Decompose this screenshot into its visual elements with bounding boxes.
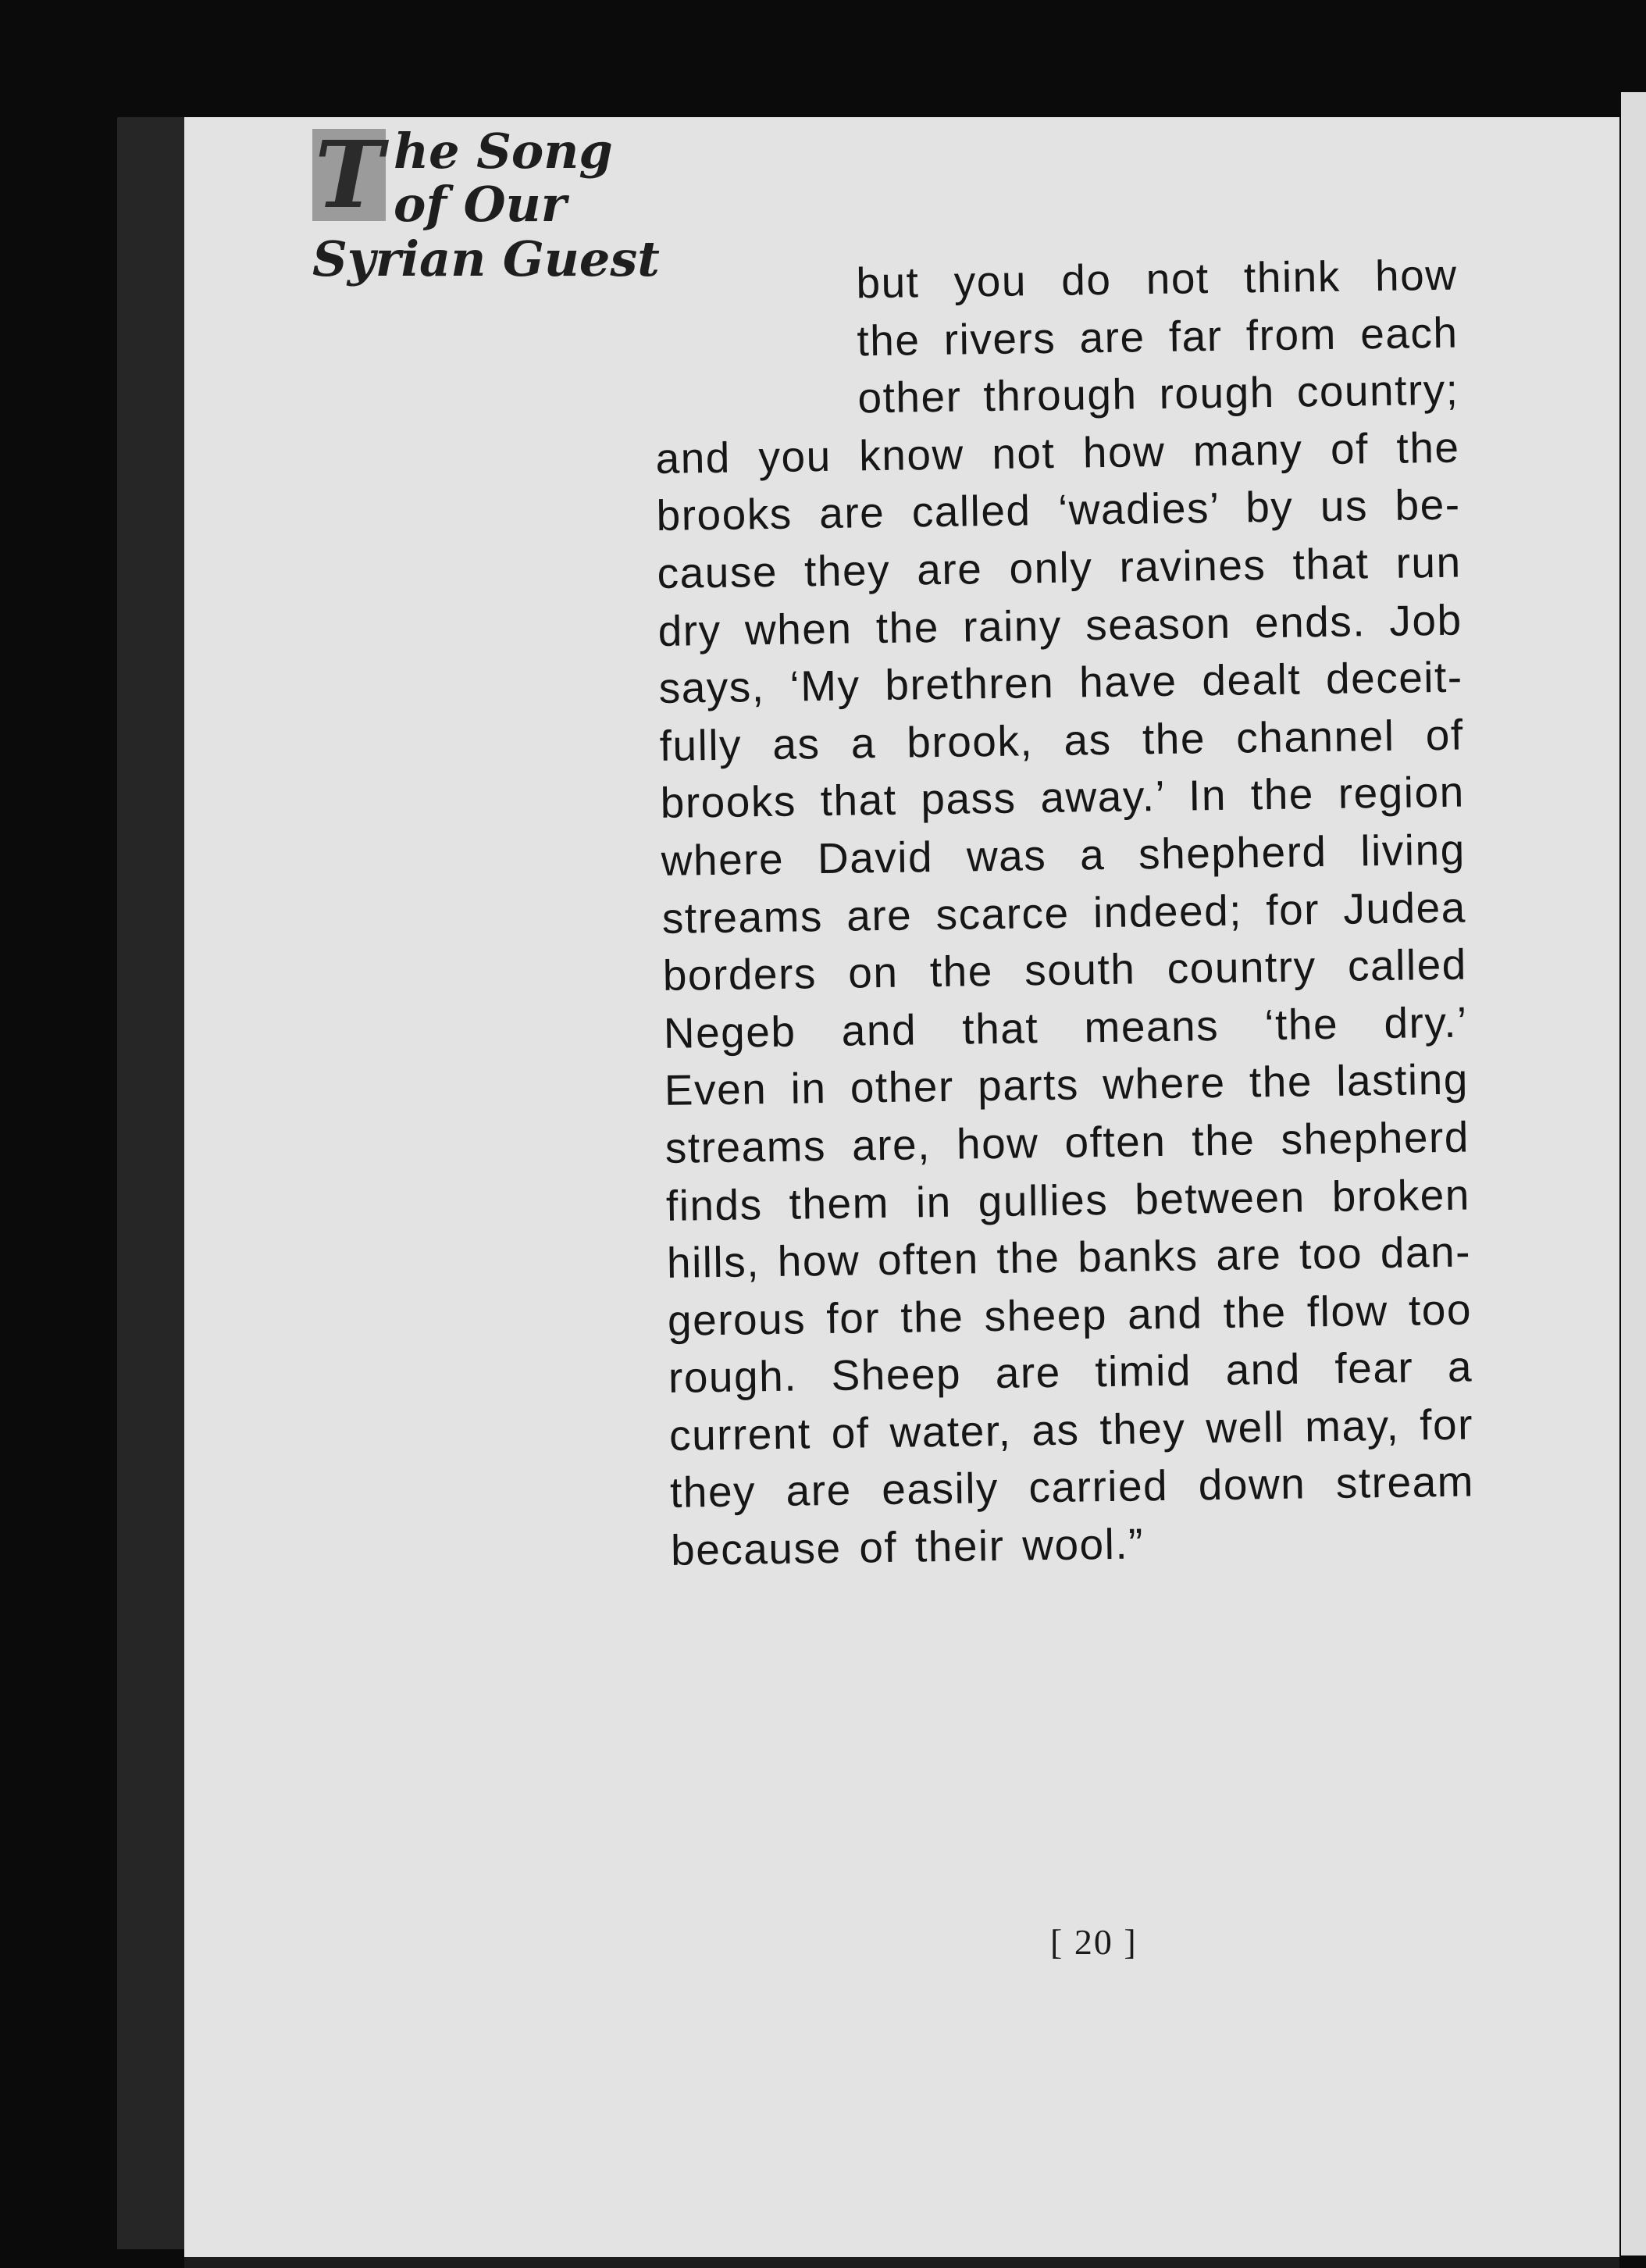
text-line: brooks that pass away.’ In the region (660, 767, 1466, 828)
text-line: hills, how often the banks are too dan- (666, 1227, 1472, 1287)
header-line-1: he Song (394, 123, 613, 180)
header-line-2: of Our (394, 176, 567, 233)
text-line: brooks are called ‘wadies’ by us be- (656, 480, 1461, 540)
text-line: current of water, as they well may, for (668, 1400, 1474, 1460)
text-line: and you know not how many of the (655, 423, 1460, 483)
page-number: [ 20 ] (1050, 1922, 1138, 1962)
text-line: they are easily carried down stream (669, 1457, 1475, 1517)
text-line: gerous for the sheep and the flow too (667, 1285, 1473, 1345)
text-line: Negeb and that means ‘the dry.’ (663, 997, 1469, 1057)
text-line: finds them in gullies between broken (665, 1170, 1471, 1230)
text-line: streams are scarce indeed; for Judea (661, 883, 1467, 943)
body-text (653, 247, 1476, 1580)
text-line: rough. Sheep are timid and fear a (668, 1342, 1473, 1403)
text-line: streams are, how often the shepherd (664, 1112, 1470, 1172)
text-line: where David was a shepherd living (661, 825, 1466, 885)
text-line: but you do not think how (856, 250, 1458, 308)
header-line-3: Syrian Guest (312, 230, 660, 287)
running-header (312, 120, 679, 301)
text-line: says, ‘My brethren have dealt deceit- (658, 652, 1464, 713)
header-dropcap: T (312, 129, 386, 221)
text-line: Even in other parts where the lasting (664, 1054, 1470, 1115)
text-line: the rivers are far from each (857, 308, 1459, 365)
text-line: other through rough country; (857, 365, 1459, 423)
text-line: dry when the rainy season ends. Job (657, 595, 1463, 655)
text-line: because of their wool.” (670, 1519, 1145, 1574)
text-line: cause they are only ravines that run (657, 537, 1462, 597)
text-line: fully as a brook, as the channel of (659, 710, 1465, 770)
text-line: borders on the south country called (662, 940, 1468, 1000)
facing-page-edge (1621, 92, 1646, 2256)
